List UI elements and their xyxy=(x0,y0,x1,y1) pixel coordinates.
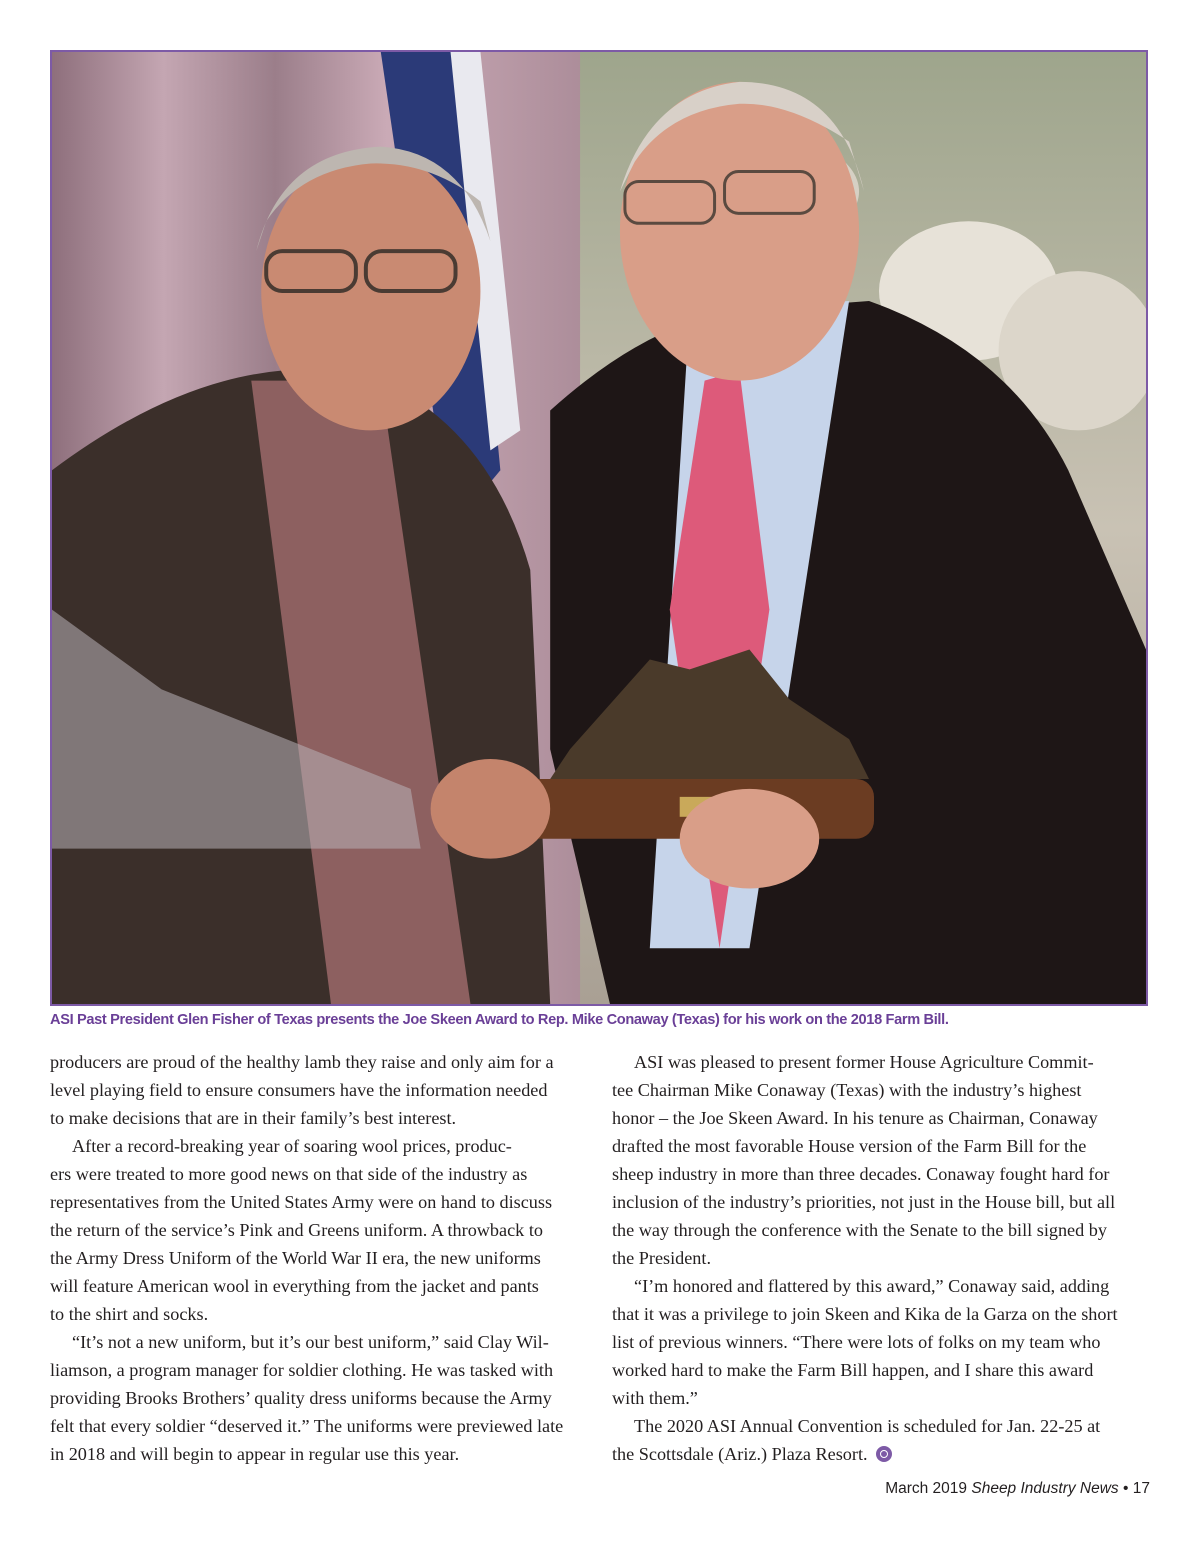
body-line: the President. xyxy=(612,1248,712,1268)
body-line: producers are proud of the healthy lamb they raise and only aim for a xyxy=(50,1052,554,1072)
body-line: “I’m honored and flattered by this award,” Conaway said, adding xyxy=(634,1276,1110,1296)
body-line: After a record-breaking year of soaring wool prices, produc- xyxy=(72,1136,512,1156)
body-line: honor – the Joe Skeen Award. In his tenure as Chairman, Conaway xyxy=(612,1108,1098,1128)
body-line: level playing field to ensure consumers have the information needed xyxy=(50,1080,548,1100)
issue-date: March 2019 xyxy=(885,1480,968,1497)
body-line: that it was a privilege to join Skeen and Kika de la Garza on the short xyxy=(612,1304,1118,1324)
article-column-left xyxy=(50,1048,598,1468)
photo-caption: ASI Past President Glen Fisher of Texas presents the Joe Skeen Award to Rep. Mike Conaway (Texas) for his work on the 2018 Farm Bill. xyxy=(50,1012,949,1028)
body-line: “It’s not a new uniform, but it’s our best uniform,” said Clay Wil- xyxy=(72,1332,549,1352)
body-line: ers were treated to more good news on that side of the industry as xyxy=(50,1164,528,1184)
body-line: ASI was pleased to present former House Agriculture Commit- xyxy=(634,1052,1094,1072)
body-line: with them.” xyxy=(612,1388,698,1408)
body-line: list of previous winners. “There were lots of folks on my team who xyxy=(612,1332,1101,1352)
body-line: drafted the most favorable House version of the Farm Bill for the xyxy=(612,1136,1087,1156)
body-line: liamson, a program manager for soldier clothing. He was tasked with xyxy=(50,1360,554,1380)
publication-name: Sheep Industry News xyxy=(971,1480,1119,1497)
body-line: the Army Dress Uniform of the World War II era, the new uniforms xyxy=(50,1248,541,1268)
page-number: 17 xyxy=(1132,1480,1150,1497)
photo-illustration-icon xyxy=(52,52,1146,1004)
page-footer xyxy=(885,1480,1150,1498)
body-line: the return of the service’s Pink and Greens uniform. A throwback to xyxy=(50,1220,543,1240)
body-line: sheep industry in more than three decades. Conaway fought hard for xyxy=(612,1164,1110,1184)
body-line: will feature American wool in everything from the jacket and pants xyxy=(50,1276,539,1296)
body-line: to the shirt and socks. xyxy=(50,1304,209,1324)
body-line: worked hard to make the Farm Bill happen, and I share this award xyxy=(612,1360,1094,1380)
body-line: inclusion of the industry’s priorities, not just in the House bill, but all xyxy=(612,1192,1116,1212)
body-line: the way through the conference with the Senate to the bill signed by xyxy=(612,1220,1107,1240)
body-line: felt that every soldier “deserved it.” The uniforms were previewed late xyxy=(50,1416,564,1436)
end-of-article-icon xyxy=(876,1446,892,1462)
footer-separator: • xyxy=(1123,1480,1129,1497)
body-line: tee Chairman Mike Conaway (Texas) with the industry’s highest xyxy=(612,1080,1082,1100)
body-line xyxy=(612,1440,1160,1468)
body-line: to make decisions that are in their family’s best interest. xyxy=(50,1108,457,1128)
body-line: The 2020 ASI Annual Convention is scheduled for Jan. 22-25 at xyxy=(634,1416,1101,1436)
article-column-right xyxy=(612,1048,1160,1468)
award-photo xyxy=(50,50,1148,1006)
body-line: in 2018 and will begin to appear in regular use this year. xyxy=(50,1444,460,1464)
body-line-text: the Scottsdale (Ariz.) Plaza Resort. xyxy=(612,1444,868,1464)
body-line: representatives from the United States Army were on hand to discuss xyxy=(50,1192,553,1212)
body-line: providing Brooks Brothers’ quality dress uniforms because the Army xyxy=(50,1388,552,1408)
